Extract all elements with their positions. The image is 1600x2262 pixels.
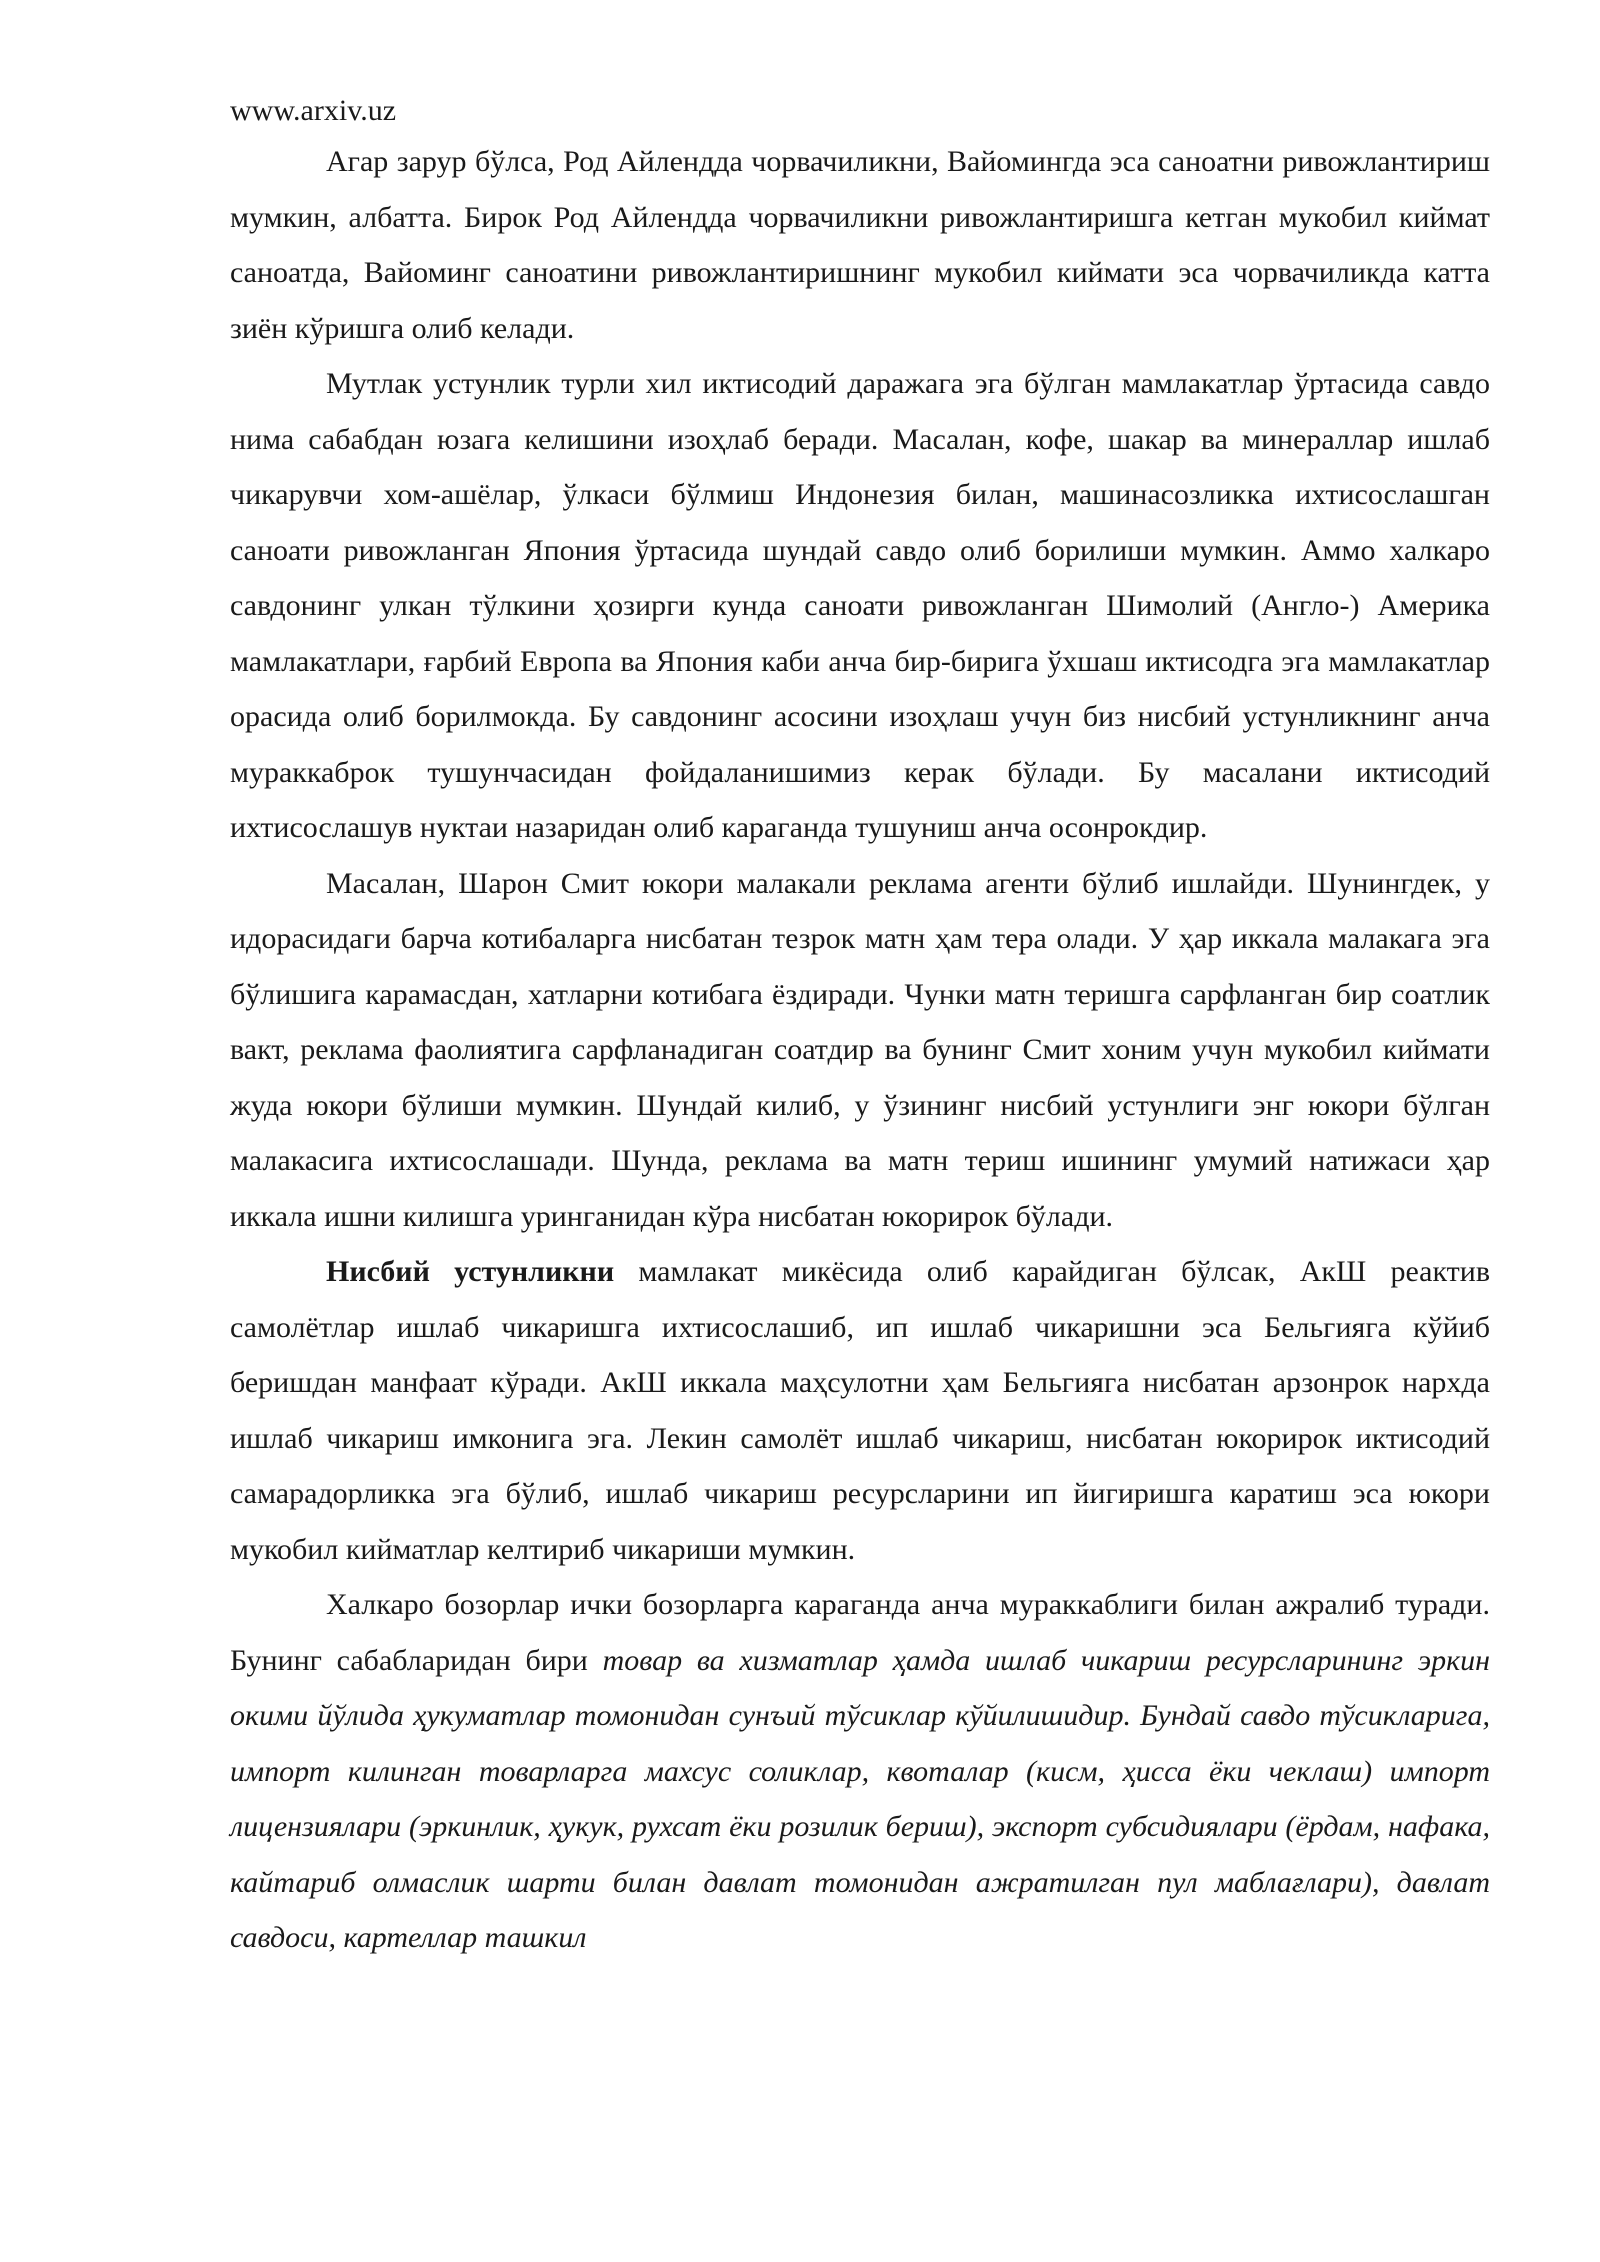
paragraph-4 [230,1244,1490,1577]
paragraph-4-text: мамлакат микёсида олиб карайдиган бўлсак, АкШ реактив самолётлар ишлаб чикаришга ихтисослашиб, ип ишлаб чикаришни эса Бельгияга кўйиб беришдан манфаат кўради. АкШ иккала маҳсулотни ҳам Бельгияга нисбатан арзонрок нархда ишлаб чикариш имконига эга. Лекин самолёт ишлаб чикариш, нисбатан юкорирок иктисодий самарадорликка эга бўлиб, ишлаб чикариш ресурсларини ип йигиришга каратиш эса юкори мукобил кийматлар келтириб чикариши мумкин. [230,1255,1490,1566]
paragraph-5-italic-text: товар ва хизматлар ҳамда ишлаб чикариш ресурсларининг эркин окими йўлида ҳукуматлар томонидан сунъий тўсиклар кўйилишидир. Бундай савдо тўсикларига, импорт килинган товарларга махсус соликлар, квоталар (кисм, ҳисса ёки чеклаш) импорт лицензиялари (эркинлик, ҳукук, рухсат ёки розилик бериш), экспорт субсидиялари (ёрдам, нафака, кайтариб олмаслик шарти билан давлат томонидан ажратилган пул маблағлари), давлат савдоси, картеллар ташкил [230,1643,1491,1954]
paragraph-2: Мутлак устунлик турли хил иктисодий даражага эга бўлган мамлакатлар ўртасида савдо нима сабабдан юзага келишини изоҳлаб беради. Масалан, кофе, шакар ва минераллар ишлаб чикарувчи хом-ашёлар, ўлкаси бўлмиш Индонезия билан, машинасозликка ихтисослашган саноати ривожланган Япония ўртасида шундай савдо олиб борилиши мумкин. Аммо халкаро савдонинг улкан тўлкини ҳозирги кунда саноати ривожланган Шимолий (Англо-) Америка мамлакатлари, ғарбий Европа ва Япония каби анча бир-бирига ўхшаш иктисодга эга мамлакатлар орасида олиб борилмокда. Бу савдонинг асосини изоҳлаш учун биз нисбий устунликнинг анча мураккаброк тушунчасидан фойдаланишимиз керак бўлади. Бу масалани иктисодий ихтисослашув нуктаи назаридан олиб караганда тушуниш анча осонрокдир. [230,367,1490,844]
paragraph-5-text: Халкаро бозорлар ички бозорларга караганда анча мураккаблиги билан ажралиб туради. Бунинг сабабларидан бири [230,1588,1490,1677]
paragraph-5 [230,1577,1490,1966]
site-header: www.arxiv.uz [230,94,397,127]
document-page [230,96,1490,1966]
paragraph-3: Масалан, Шарон Смит юкори малакали реклама агенти бўлиб ишлайди. Шунингдек, у идорасидаги барча котибаларга нисбатан тезрок матн ҳам тера олади. У ҳар иккала малакага эга бўлишига карамасдан, хатларни котибага ёздиради. Чунки матн теришга сарфланган бир соатлик вакт, реклама фаолиятига сарфланадиган соатдир ва бунинг Смит хоним учун мукобил киймати жуда юкори бўлиши мумкин. Шундай килиб, у ўзининг нисбий устунлиги энг юкори бўлган малакасига ихтисослашади. Шунда, реклама ва матн териш ишининг умумий натижаси ҳар иккала ишни килишга уринганидан кўра нисбатан юкорирок бўлади. [230,866,1490,1233]
paragraph-1: Агар зарур бўлса, Род Айлендда чорвачиликни, Вайомингда эса саноатни ривожлантириш мумкин, албатта. Бирок Род Айлендда чорвачиликни ривожлантиришга кетган мукобил киймат саноатда, Вайоминг саноатини ривожлантиришнинг мукобил киймати эса чорвачиликда катта зиён кўришга олиб келади. [230,145,1490,345]
bold-term: Нисбий устунликни [326,1255,615,1288]
